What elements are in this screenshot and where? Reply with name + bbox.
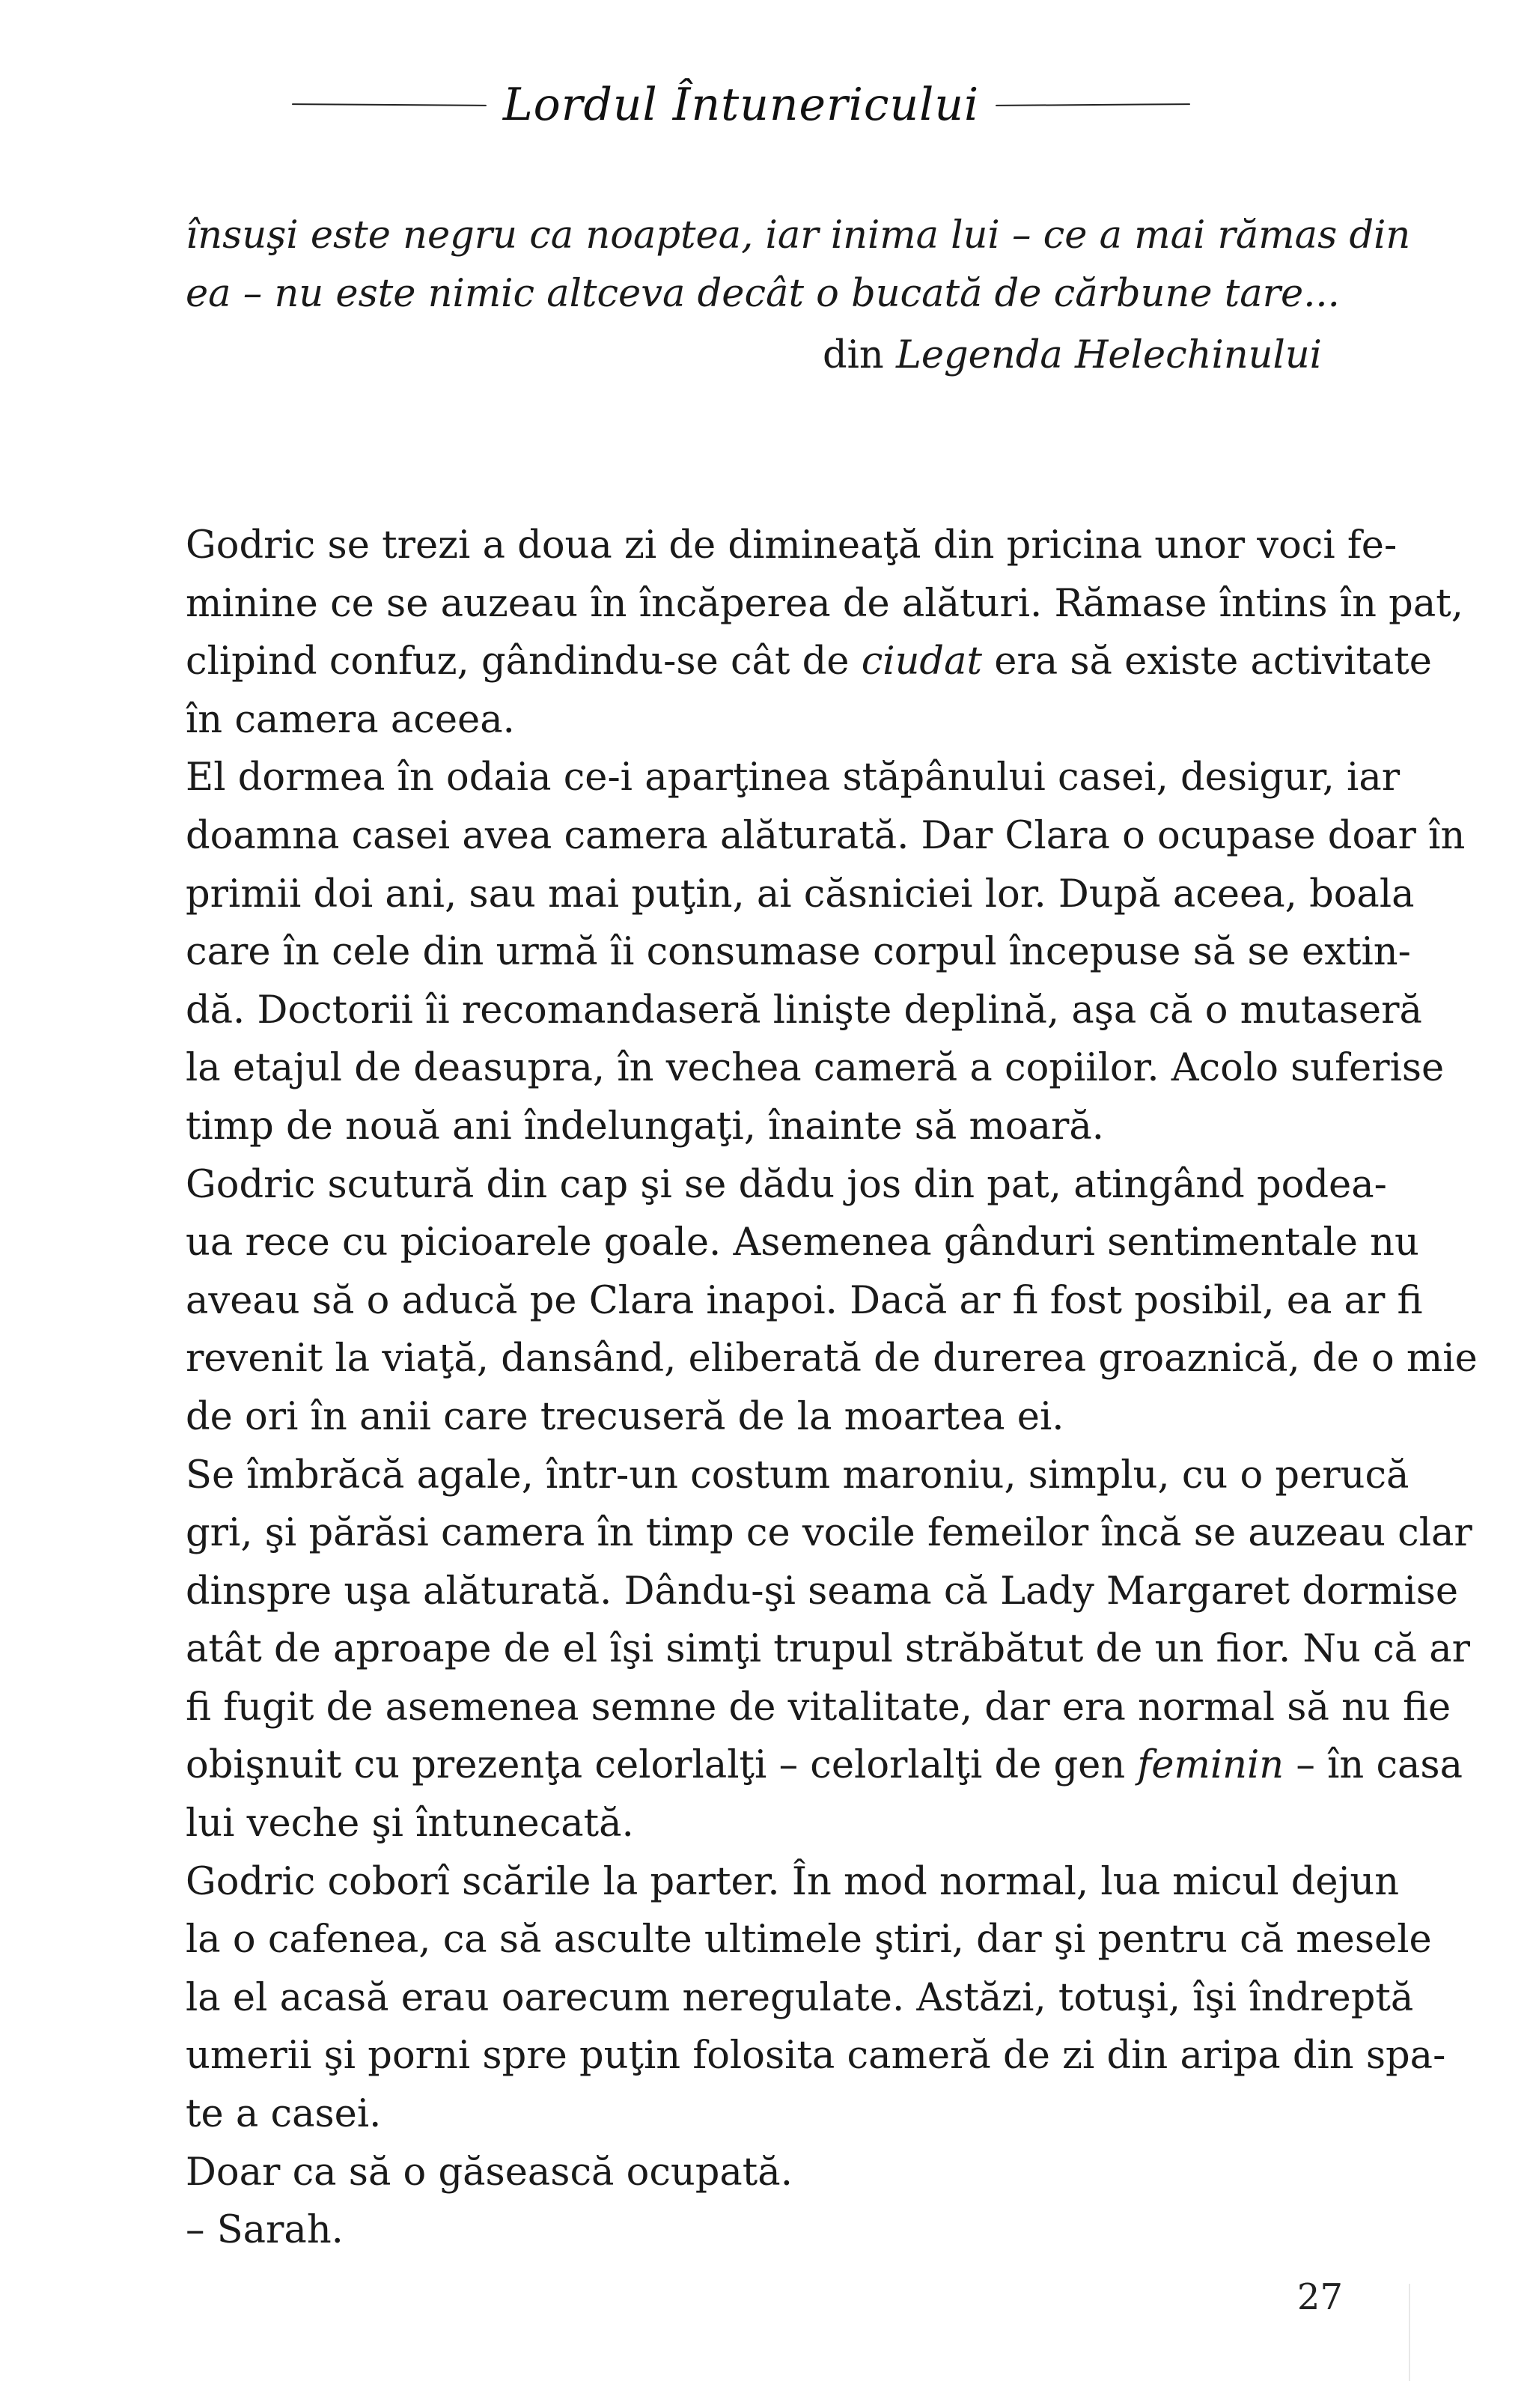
header-rule-right: [996, 103, 1190, 106]
text-line: gri, şi părăsi camera în timp ce vocile femeilor încă se auzeau clar: [186, 1511, 1472, 1556]
emphasis-word: feminin: [1137, 1743, 1284, 1788]
text-line: fi fugit de asemenea semne de vitalitate, dar era normal să nu fie: [186, 1685, 1451, 1730]
paragraph-2: [186, 749, 1466, 1155]
text-line: te a casei.: [186, 2092, 382, 2137]
text-line: atât de aproape de el îşi simţi trupul străbătut de un fior. Nu că ar: [186, 1627, 1471, 1672]
text-line: care în cele din urmă îi consumase corpul începuse să se extin-: [186, 930, 1411, 975]
emphasis-word: ciudat: [861, 639, 982, 684]
text-fragment: El dormea în odaia ce-i aparţinea stăpânului casei, desigur, iar: [186, 755, 1401, 800]
text-line: umerii şi porni spre puţin folosita cameră de zi din aripa din spa-: [186, 2034, 1446, 2079]
text-line: Godric coborî scările la parter. În mod normal, lua micul dejun: [186, 1859, 1400, 1904]
paragraph-3: [186, 1156, 1478, 1447]
text-line: Godric scutură din cap şi se dădu jos din pat, atingând podea-: [186, 1162, 1387, 1207]
body-text: [186, 517, 1478, 2260]
text-line: ua rece cu picioarele goale. Asemenea gânduri sentimentale nu: [186, 1220, 1419, 1265]
text-line: la etajul de deasupra, în vechea cameră a copiilor. Acolo suferise: [186, 1046, 1445, 1091]
epigraph-line: ea – nu este nimic altceva decât o bucată de cărbune tare...: [186, 272, 1340, 316]
text-line: în camera aceea.: [186, 697, 515, 742]
page-number: 27: [1296, 2276, 1343, 2318]
running-header: [292, 75, 1190, 135]
header-title: Lordul Întunericului: [502, 79, 980, 131]
text-line: aveau să o aducă pe Clara inapoi. Dacă ar fi fost posibil, ea ar fi: [186, 1278, 1423, 1323]
paragraph-4: [186, 1447, 1472, 1853]
scan-edge-mark: [1409, 2284, 1410, 2381]
text-line: – Sarah.: [186, 2208, 344, 2253]
text-line: minine ce se auzeau în încăperea de alături. Rămase întins în pat,: [186, 581, 1463, 626]
text-fragment: era să existe activitate: [994, 639, 1432, 684]
paragraph-1: [186, 517, 1463, 749]
text-line: la o cafenea, ca să asculte ultimele ştiri, dar şi pentru că mesele: [186, 1918, 1432, 1962]
text-line: lui veche şi întunecată.: [186, 1802, 634, 1846]
text-fragment: clipind confuz, gândindu-se cât de: [186, 639, 850, 684]
epigraph-attribution: [186, 326, 1338, 385]
text-line: doamna casei avea camera alăturată. Dar Clara o ocupase doar în: [186, 813, 1466, 858]
epigraph-line: însuşi este negru ca noaptea, iar inima lui – ce a mai rămas din: [186, 213, 1411, 258]
text-line: Doar ca să o găsească ocupată.: [186, 2150, 793, 2195]
text-fragment: obişnuit cu prezenţa celorlalţi – celorlalţi de gen: [186, 1743, 1126, 1788]
paragraph-7: [186, 2201, 1331, 2260]
header-rule-left: [292, 103, 487, 106]
text-line: de ori în anii care trecuseră de la moartea ei.: [186, 1394, 1064, 1439]
text-line: dă. Doctorii îi recomandaseră linişte deplină, aşa că o mutaseră: [186, 988, 1422, 1033]
text-line: [186, 1736, 1463, 1795]
text-line: [186, 749, 1401, 807]
text-line: [186, 633, 1432, 691]
paragraph-5: [186, 1853, 1446, 2144]
text-line: timp de nouă ani îndelungaţi, înainte să moară.: [186, 1104, 1104, 1149]
text-line: la el acasă erau oarecum neregulate. Astăzi, totuşi, îşi îndreptă: [186, 1975, 1414, 2020]
attribution-prefix: din: [822, 333, 884, 377]
attribution-book-title: Legenda Helechinului: [895, 333, 1322, 377]
text-line: dinspre uşa alăturată. Dându-şi seama că Lady Margaret dormise: [186, 1569, 1459, 1614]
epigraph: [186, 207, 1411, 385]
text-line: revenit la viaţă, dansând, eliberată de durerea groaznică, de o mie: [186, 1337, 1478, 1381]
text-line: primii doi ani, sau mai puţin, ai căsniciei lor. După aceea, boala: [186, 872, 1415, 916]
text-fragment: – în casa: [1296, 1743, 1463, 1788]
text-line: Se îmbrăcă agale, într-un costum maroniu, simplu, cu o perucă: [186, 1453, 1409, 1498]
paragraph-6: [186, 2144, 1331, 2202]
text-line: Godric se trezi a doua zi de dimineaţă din pricina unor voci fe-: [186, 523, 1398, 568]
